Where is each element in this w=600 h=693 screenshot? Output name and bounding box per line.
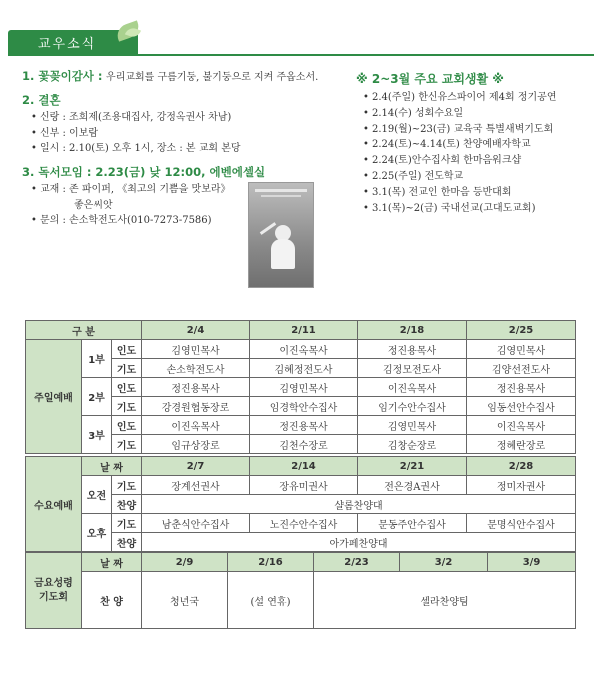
table-cell: 청년국 [142, 572, 228, 629]
date-header: 2/21 [358, 457, 467, 476]
table-cell: 이진옥목사 [467, 416, 576, 435]
service-part: 2부 [82, 378, 112, 416]
service-part: 3부 [82, 416, 112, 454]
book-cover-image [248, 182, 314, 288]
wednesday-schedule-table [25, 456, 576, 552]
table-cell: 정미자권사 [467, 476, 576, 495]
date-label: 날 짜 [82, 457, 142, 476]
table-cell: 강경원협동장로 [142, 397, 250, 416]
table-cell: 전은경A권사 [358, 476, 467, 495]
sunday-worship-label: 주일예배 [26, 340, 82, 454]
table-cell: 정혜란장로 [467, 435, 576, 454]
table-cell: 김정모전도사 [358, 359, 467, 378]
table-cell: 임경학안수집사 [250, 397, 358, 416]
table-cell: 셀라찬양팀 [314, 572, 576, 629]
wedding-groom: • 신랑 : 조희제(조용대집사, 강정옥권사 차남) [30, 110, 352, 126]
pm-label: 오후 [82, 514, 112, 552]
table-cell: 김천수장로 [250, 435, 358, 454]
table-cell: 정진용목사 [142, 378, 250, 397]
date-header: 3/2 [400, 553, 488, 572]
table-cell: 임기수안수집사 [358, 397, 467, 416]
table-cell: 김영민목사 [467, 340, 576, 359]
flower-thanks-title: 1. 꽃꽂이감사 : [22, 69, 103, 83]
role-label: 찬 양 [82, 572, 142, 629]
am-label: 오전 [82, 476, 112, 514]
table-cell: 이진옥목사 [142, 416, 250, 435]
date-header: 2/4 [142, 321, 250, 340]
table-cell: 김영민목사 [358, 416, 467, 435]
table-cell: 정진용목사 [358, 340, 467, 359]
corner-header: 구 분 [26, 321, 142, 340]
date-header: 2/14 [250, 457, 358, 476]
role-label: 기도 [112, 435, 142, 454]
reading-title: 3. 독서모임 : 2.23(금) 낮 12:00, 에벤에셀실 [22, 165, 266, 179]
church-life-list [362, 90, 597, 216]
table-cell: 노진수안수집사 [250, 514, 358, 533]
friday-prayer-label [26, 553, 82, 629]
role-label: 찬양 [112, 495, 142, 514]
list-item: • 2.14(수) 성회수요일 [362, 106, 597, 122]
date-header: 2/16 [228, 553, 314, 572]
date-header: 2/23 [314, 553, 400, 572]
role-label: 찬양 [112, 533, 142, 552]
wednesday-worship-label: 수요예배 [26, 457, 82, 552]
friday-prayer-label-1: 금요성령 [34, 577, 73, 589]
table-cell: 임규상장로 [142, 435, 250, 454]
table-cell: 김영민목사 [250, 378, 358, 397]
date-header: 2/11 [250, 321, 358, 340]
header-tab [8, 30, 138, 54]
reading-contact: • 문의 : 손소학전도사(010-7273-7586) [30, 213, 250, 229]
service-part: 1부 [82, 340, 112, 378]
friday-prayer-label-2: 기도회 [39, 591, 68, 603]
date-header: 2/18 [358, 321, 467, 340]
list-item: • 2.25(주일) 전도학교 [362, 169, 597, 185]
list-item: • 2.19(월)~23(금) 교육국 특별새벽기도회 [362, 122, 597, 138]
table-cell: (설 연휴) [228, 572, 314, 629]
section-header [0, 30, 600, 56]
table-cell: 문명식안수집사 [467, 514, 576, 533]
date-header: 2/25 [467, 321, 576, 340]
role-label: 기도 [112, 476, 142, 495]
date-header: 2/7 [142, 457, 250, 476]
table-cell: 샬롬찬양대 [142, 495, 576, 514]
table-cell: 아가페찬양대 [142, 533, 576, 552]
header-rule [8, 54, 594, 56]
role-label: 인도 [112, 416, 142, 435]
list-item: • 2.24(토)~4.14(토) 찬양예배자학교 [362, 137, 597, 153]
date-header: 3/9 [488, 553, 576, 572]
role-label: 기도 [112, 397, 142, 416]
list-item: • 3.1(목) 전교인 한마음 등반대회 [362, 185, 597, 201]
table-cell: 임동선안수집사 [467, 397, 576, 416]
role-label: 인도 [112, 340, 142, 359]
table-cell: 김양선전도사 [467, 359, 576, 378]
flower-thanks-section [22, 68, 352, 84]
sunday-schedule-table [25, 320, 576, 454]
wedding-title: 2. 결혼 [22, 93, 61, 107]
wedding-date-place: • 일시 : 2.10(토) 오후 1시, 장소 : 본 교회 본당 [30, 141, 352, 157]
date-header: 2/9 [142, 553, 228, 572]
role-label: 인도 [112, 378, 142, 397]
reading-publisher: 좋은씨앗 [74, 199, 113, 211]
table-cell: 정진용목사 [250, 416, 358, 435]
table-cell: 장계선권사 [142, 476, 250, 495]
flower-thanks-text: 우리교회를 구름기둥, 불기둥으로 지켜 주옵소서. [106, 72, 319, 83]
table-cell: 이진옥목사 [250, 340, 358, 359]
table-cell: 손소학전도사 [142, 359, 250, 378]
table-cell: 김영민목사 [142, 340, 250, 359]
date-label: 날 짜 [82, 553, 142, 572]
church-life-title: ※ 2~3월 주요 교회생활 ※ [356, 72, 504, 86]
list-item: • 2.4(주일) 한신유스파이어 제4회 정기공연 [362, 90, 597, 106]
header-title: 교우소식 [38, 37, 97, 52]
table-cell: 김혜정전도사 [250, 359, 358, 378]
role-label: 기도 [112, 359, 142, 378]
table-cell: 장유미권사 [250, 476, 358, 495]
reading-book [30, 182, 250, 198]
wedding-section [22, 92, 352, 157]
table-cell: 이진옥목사 [358, 378, 467, 397]
role-label: 기도 [112, 514, 142, 533]
reading-book-title: 교재 : 존 파이퍼, 《최고의 기쁨을 맛보라》 [40, 184, 231, 195]
table-cell: 남춘식안수집사 [142, 514, 250, 533]
list-item: • 3.1(목)~2(금) 국내선교(고대도교회) [362, 201, 597, 217]
wedding-bride: • 신부 : 이보람 [30, 126, 352, 142]
date-header: 2/28 [467, 457, 576, 476]
table-cell: 정진용목사 [467, 378, 576, 397]
table-cell: 김창순장로 [358, 435, 467, 454]
list-item: • 2.24(토)안수집사회 한마음워크샵 [362, 153, 597, 169]
table-cell: 문동주안수집사 [358, 514, 467, 533]
friday-schedule-table [25, 552, 576, 629]
